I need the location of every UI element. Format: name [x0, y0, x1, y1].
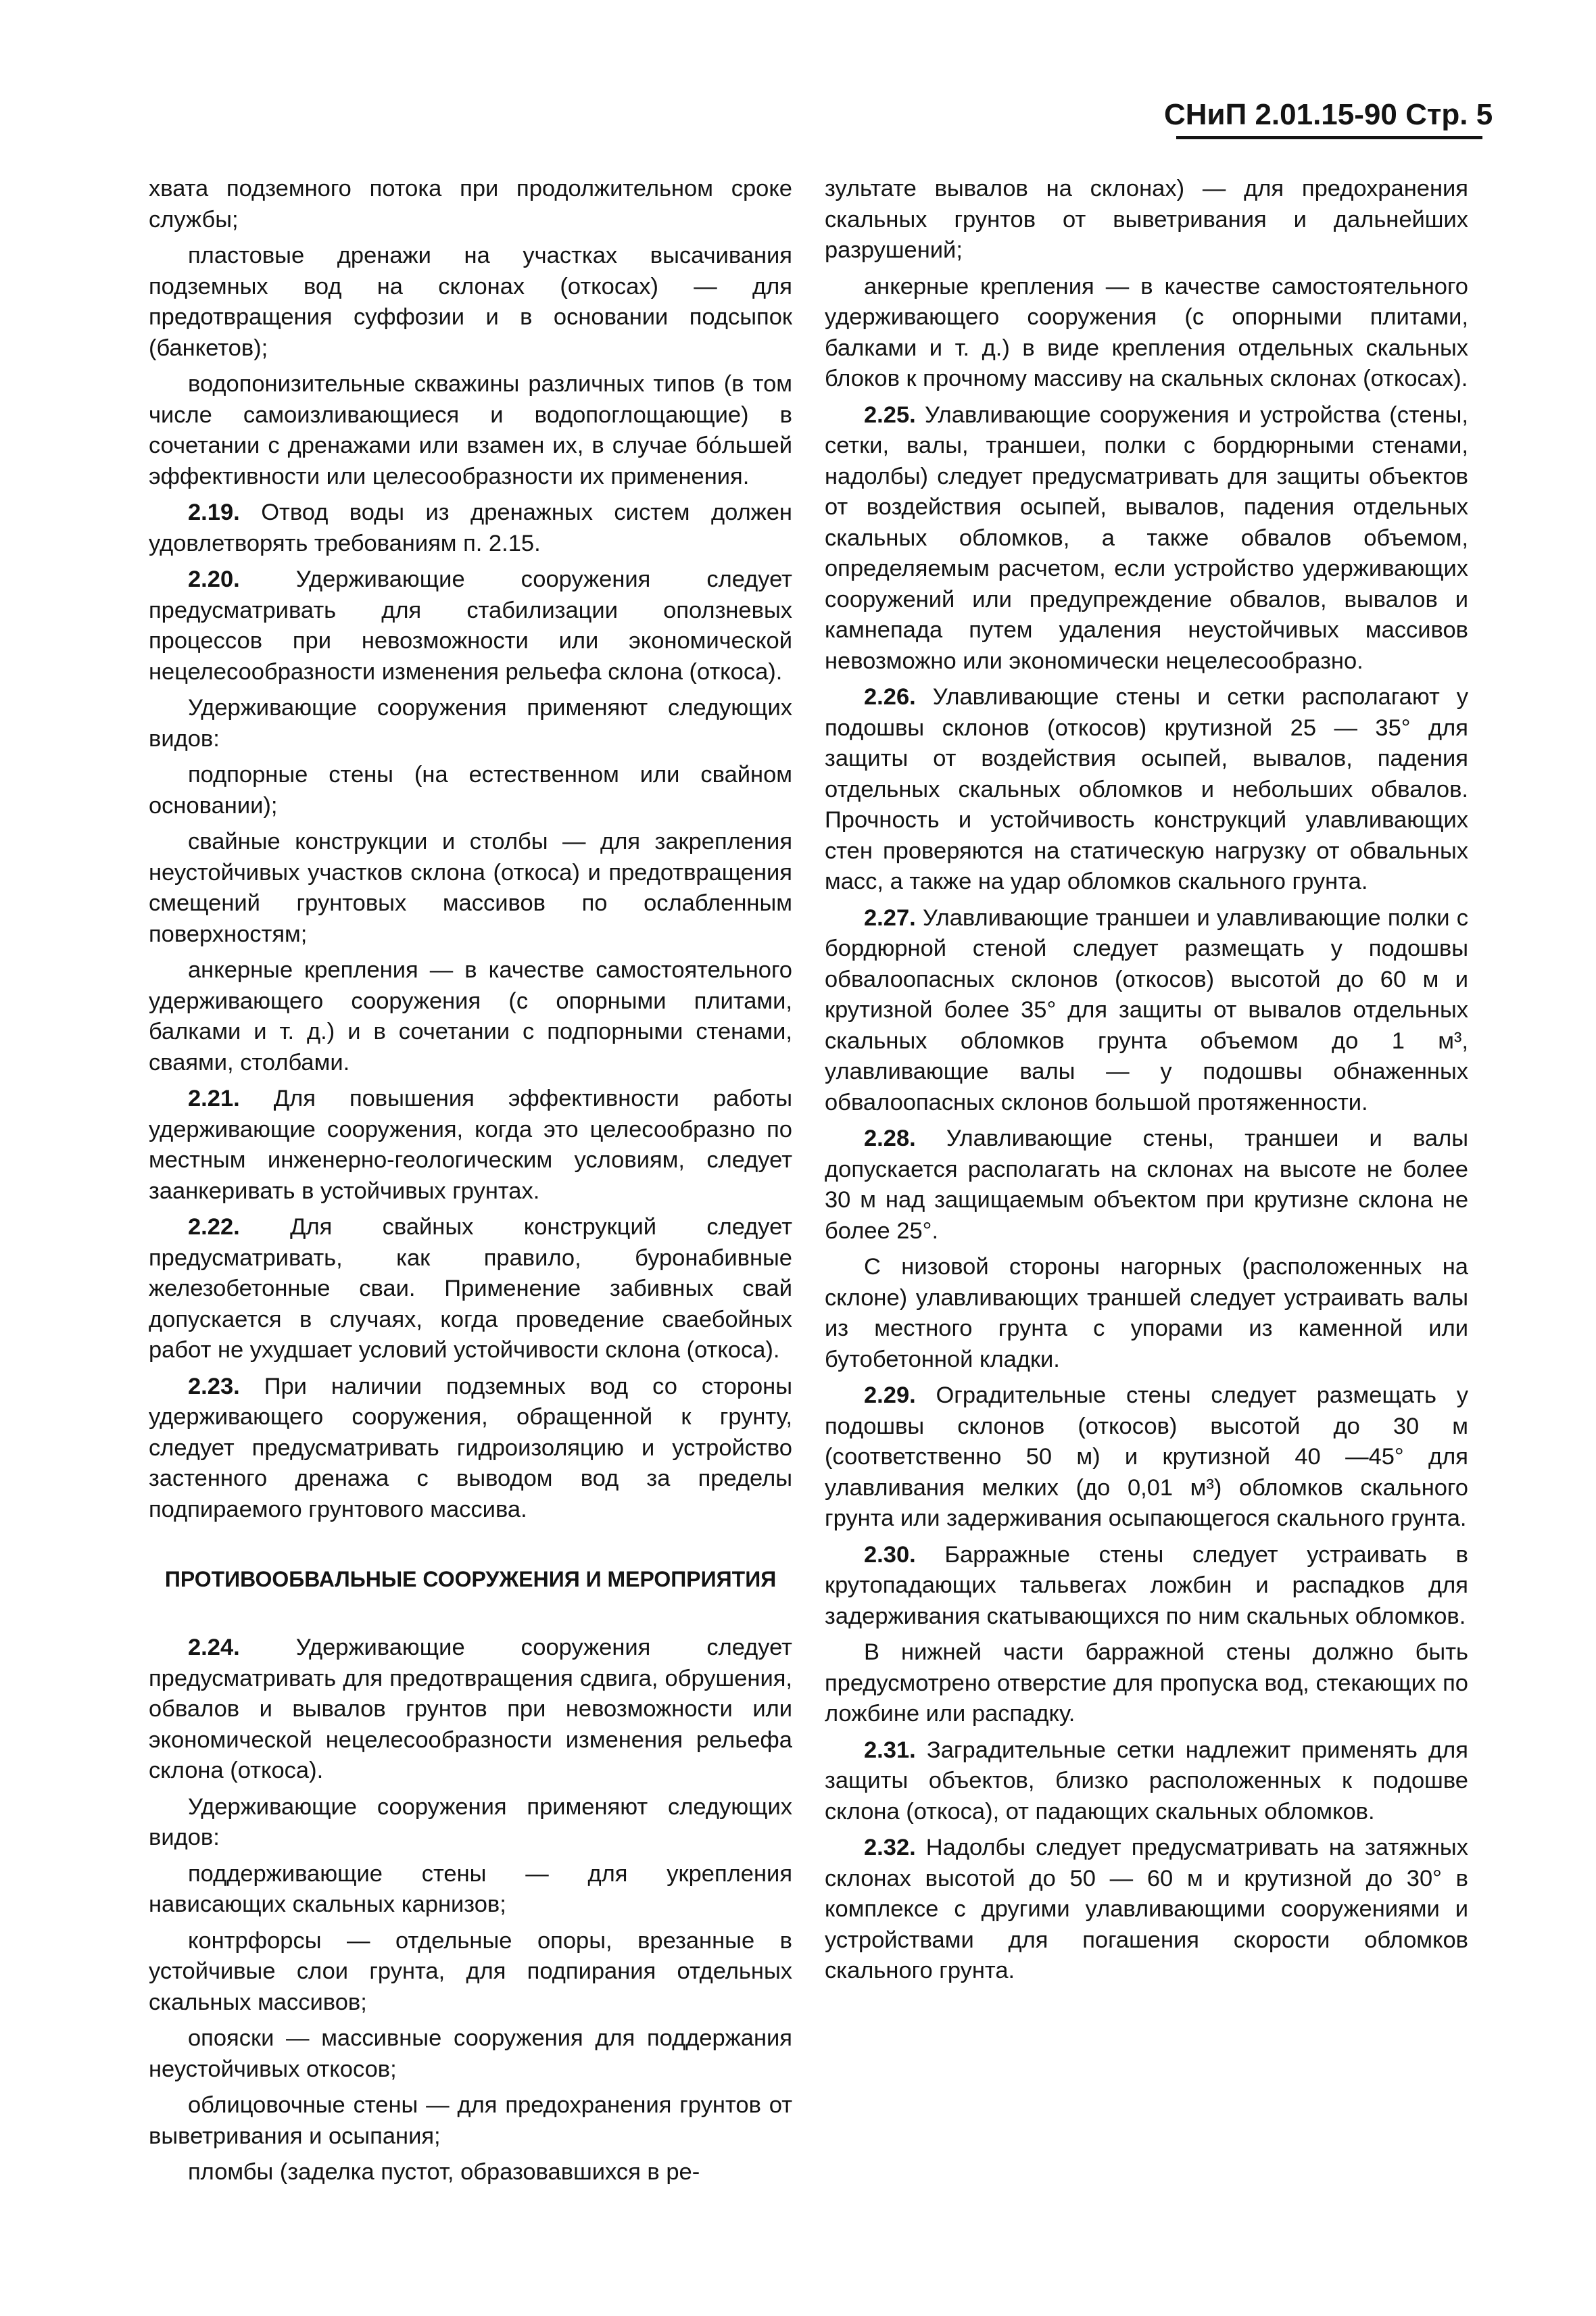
right-column: [825, 174, 1468, 1992]
paragraph-text: Удерживающие сооружения применяют следующих видов:: [149, 695, 792, 752]
paragraph: [149, 174, 792, 235]
clause-paragraph: [149, 1633, 792, 1787]
paragraph: [825, 272, 1468, 395]
paragraph-text: Для повышения эффективности работы удерживающие сооружения, когда это целесообразно по местным инженерно-геологическим условиям, следует заанкеривать в устойчивых грунтах.: [149, 1086, 792, 1204]
clause-paragraph: [825, 682, 1468, 898]
paragraph: [149, 2023, 792, 2085]
page-header: СНиП 2.01.15-90 Стр. 5: [1164, 98, 1493, 131]
paragraph-text: поддерживающие стены — для укрепления нависающих скальных карнизов;: [149, 1860, 792, 1917]
clause-paragraph: [825, 1540, 1468, 1633]
clause-number: 2.23.: [188, 1373, 264, 1399]
clause-number: 2.27.: [864, 904, 923, 931]
paragraph: [149, 955, 792, 1078]
paragraph: [149, 241, 792, 364]
clause-number: 2.20.: [188, 566, 296, 592]
clause-number: 2.21.: [188, 1086, 274, 1111]
paragraph: [825, 1252, 1468, 1375]
paragraph-text: Улавливающие стены и сетки располагают у подошвы склонов (откосов) крутизной 25 — 35° для защиты от воздействия осыпей, вывалов, падения отдельных скальных обломков и небольших обвалов. Прочность и устойчивость конструкций улавливающих стен проверяются на статическую нагрузку от обвальных масс, а также на удар обломков скального грунта.: [825, 684, 1468, 894]
clause-paragraph: [149, 1212, 792, 1366]
clause-paragraph: [825, 1380, 1468, 1535]
paragraph: [149, 827, 792, 950]
paragraph-text: облицовочные стены — для предохранения грунтов от выветривания и осыпания;: [149, 2092, 792, 2149]
paragraph-text: В нижней части барражной стены должно быть предусмотрено отверстие для пропуска вод, стекающих по ложбине или распадку.: [825, 1639, 1468, 1727]
left-column: [149, 174, 792, 2194]
paragraph: [149, 1792, 792, 1854]
paragraph-text: Удерживающие сооружения следует предусматривать для предотвращения сдвига, обрушения, обвалов и вывалов грунтов при невозможности или экономической нецелесообразности изменения рельефа склона (откоса).: [149, 1635, 792, 1783]
paragraph: [149, 693, 792, 754]
paragraph-text: свайные конструкции и столбы — для закрепления неустойчивых участков склона (откоса) и предотвращения смещений грунтовых массивов по ослабленным поверхностям;: [149, 829, 792, 947]
paragraph-text: пломбы (заделка пустот, образовавшихся в ре-: [188, 2159, 700, 2185]
clause-number: 2.29.: [864, 1382, 936, 1408]
paragraph: [149, 369, 792, 492]
clause-number: 2.32.: [864, 1835, 926, 1860]
paragraph-text: Для свайных конструкций следует предусматривать, как правило, буронабивные железобетонные сваи. Применение забивных свай допускается в случаях, когда проведение сваебойных работ не ухудшает условий устойчивости склона (откоса).: [149, 1214, 792, 1363]
paragraph: [149, 760, 792, 821]
clause-paragraph: [825, 400, 1468, 677]
clause-number: 2.30.: [864, 1541, 945, 1568]
paragraph-text: Барражные стены следует устраивать в крутопадающих тальвегах ложбин и распадков для задерживания скатывающихся по ним скальных обломков.: [825, 1541, 1468, 1629]
clause-paragraph: [149, 1372, 792, 1526]
paragraph-text: опояски — массивные сооружения для поддержания неустойчивых откосов;: [149, 2025, 792, 2082]
paragraph-text: пластовые дренажи на участках высачивания подземных вод на склонах (откосах) — для предотвращения суффозии и в основании подсыпок (банкетов);: [149, 243, 792, 361]
paragraph: [149, 1926, 792, 2019]
paragraph-text: Заградительные сетки надлежит применять для защиты объектов, близко расположенных к подошве склона (откоса), от падающих скальных обломков.: [825, 1737, 1468, 1825]
paragraph-text: хвата подземного потока при продолжительном сроке службы;: [149, 176, 792, 233]
clause-paragraph: [825, 1735, 1468, 1828]
clause-paragraph: [825, 1124, 1468, 1247]
paragraph-text: анкерные крепления — в качестве самостоятельного удерживающего сооружения (с опорными плитами, балками и т. д.) в виде крепления отдельных скальных блоков к прочному массиву на скальных склонах (откосах).: [825, 273, 1468, 391]
paragraph-text: водопонизительные скважины различных типов (в том числе самоизливающиеся и водопоглощающие) в сочетании с дренажами или взамен их, в случае бо́льшей эффективности или целесообразности их применения.: [149, 371, 792, 489]
paragraph-text: Отвод воды из дренажных систем должен удовлетворять требованиям п. 2.15.: [149, 500, 792, 556]
clause-number: 2.31.: [864, 1737, 927, 1763]
paragraph-text: Надолбы следует предусматривать на затяжных склонах высотой до 50 — 60 м и крутизной до 30° в комплексе с другими улавливающими сооружениями и устройствами для погашения скорости обломков скального грунта.: [825, 1835, 1468, 1983]
paragraph: [149, 1859, 792, 1921]
paragraph-text: контрфорсы — отдельные опоры, врезанные в устойчивые слои грунта, для подпирания отдельных скальных массивов;: [149, 1927, 792, 2015]
paragraph-text: Удерживающие сооружения следует предусматривать для стабилизации оползневых процессов при невозможности или экономической нецелесообразности изменения рельефа склона (откоса).: [149, 566, 792, 685]
paragraph-text: Улавливающие сооружения и устройства (стены, сетки, валы, траншеи, полки с бордюрными стенами, надолбы) следует предусматривать для защиты объектов от воздействия осыпей, вывалов, падения отдельных скальных обломков, а также обвалов объемом, определяемым расчетом, если устройство удерживающих сооружений или предупреждение обвалов, вывалов и камнепада путем удаления неустойчивых массивов невозможно или экономически нецелесообразно.: [825, 402, 1468, 674]
paragraph: [825, 174, 1468, 266]
paragraph-text: Оградительные стены следует размещать у подошвы склонов (откосов) высотой до 30 м (соответственно 50 м) и крутизной 40 —45° для улавливания мелких (до 0,01 м³) обломков скального грунта или задерживания осыпающегося скального грунта.: [825, 1382, 1468, 1531]
header-rule: [1176, 136, 1482, 139]
clause-number: 2.19.: [188, 500, 262, 525]
clause-paragraph: [149, 1084, 792, 1207]
clause-paragraph: [825, 1833, 1468, 1987]
paragraph-text: анкерные крепления — в качестве самостоятельного удерживающего сооружения (с опорными плитами, балками и т. д.) и в сочетании с подпорными стенами, сваями, столбами.: [149, 957, 792, 1076]
clause-paragraph: [149, 564, 792, 687]
clause-number: 2.28.: [864, 1126, 946, 1151]
clause-number: 2.25.: [864, 402, 925, 428]
paragraph-text: Удерживающие сооружения применяют следующих видов:: [149, 1793, 792, 1850]
paragraph: [825, 1637, 1468, 1730]
clause-paragraph: [825, 903, 1468, 1119]
paragraph: [149, 2157, 792, 2188]
clause-number: 2.24.: [188, 1635, 296, 1660]
paragraph-text: При наличии подземных вод со стороны удерживающего сооружения, обращенной к грунту, следует предусматривать гидроизоляцию и устройство застенного дренажа с выводом вод за пределы подпираемого грунтового массива.: [149, 1373, 792, 1522]
paragraph-text: подпорные стены (на естественном или свайном основании);: [149, 762, 792, 819]
clause-paragraph: [149, 498, 792, 559]
clause-number: 2.22.: [188, 1214, 291, 1240]
paragraph-text: Улавливающие стены, траншеи и валы допускается располагать на склонах на высоте не более 30 м над защищаемым объектом при крутизне склона не более 25°.: [825, 1126, 1469, 1244]
paragraph: [149, 2090, 792, 2152]
section-heading: ПРОТИВООБВАЛЬНЫЕ СООРУЖЕНИЯ И МЕРОПРИЯТИЯ: [164, 1567, 777, 1591]
paragraph-text: Улавливающие траншеи и улавливающие полки с бордюрной стеной следует размещать у подошвы обвалоопасных склонов (откосов) высотой до 60 м и крутизной более 35° для защиты от вывалов отдельных скальных обломков грунта объемом до 1 м³, улавливающие валы — у подошвы обнаженных обвалоопасных склонов большой протяженности.: [825, 904, 1468, 1115]
paragraph-text: зультате вывалов на склонах) — для предохранения скальных грунтов от выветривания и дальнейших разрушений;: [825, 176, 1468, 263]
paragraph-text: С низовой стороны нагорных (расположенных на склоне) улавливающих траншей следует устраивать валы из местного грунта с упорами из каменной или бутобетонной кладки.: [825, 1254, 1468, 1372]
clause-number: 2.26.: [864, 684, 933, 710]
